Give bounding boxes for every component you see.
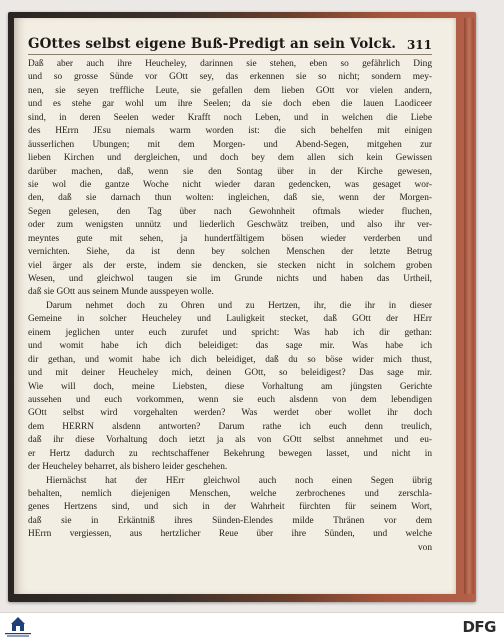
text-line: meyntes gute mit sehen, ja hundertfältigem bösen wieder verderben und bbox=[28, 233, 432, 244]
text-line: Wie will doch, meine Liebsten, diese Vorhaltung am jüngsten Gerichte bbox=[28, 381, 432, 392]
text-line: aussehen und euch vorkommen, wenn sie euch alsdenn von dem lebendigen bbox=[28, 394, 432, 405]
page-number: 311 bbox=[406, 38, 432, 52]
text-line: vernichten. Siehe, da ist denn bey solchen Menschen der letzte Betrug bbox=[28, 247, 432, 258]
text-line: des HErrn JEsu niemals warm worden ist: die sich behelfen mit einigen bbox=[28, 126, 432, 137]
dfg-logo: DFG bbox=[462, 618, 496, 636]
text-line: lieben Kirchen und dergleichen, und doch bey dem allen sich kein Gewissen bbox=[28, 153, 432, 164]
text-line: Daß aber auch ihre Heucheley, darinnen sie stehen, eben so gefährlich Ding bbox=[28, 59, 432, 69]
running-title: GOttes selbst eigene Buß-Predigt an sein Volck. bbox=[28, 36, 397, 52]
text-line: sind, in deren Seelen weder Krafft noch Leben, und in welchen die Liebe bbox=[28, 112, 432, 123]
text-line: Segen gelesen, den Tag über nach Gewohnheit oftmals wieder fluchen, bbox=[28, 206, 432, 217]
text-line: daß sie in Erkäntniß ihres Sünden-Elendes milde Thränen vor dem bbox=[28, 515, 432, 526]
text-line: äusserlichen Ubungen; mit dem Morgen- und Abend-Segen, mitgehen zur bbox=[28, 139, 432, 150]
header-rule bbox=[28, 54, 432, 55]
text-line: von bbox=[417, 542, 432, 553]
text-line: dem HERRN alsdenn antworten? Darum rathe ich euch denn treulich, bbox=[28, 421, 432, 432]
text-line: einem jeglichen unter euch zurufet und spricht: Was hab ich dir gethan: bbox=[28, 327, 432, 338]
page-header bbox=[28, 30, 432, 52]
text-line: er Hertz dadurch zu rechtschaffener Bekehrung bewegen lasset, und nicht in bbox=[28, 448, 432, 459]
text-line: daß sie GOtt aus seinem Munde ausspeyen wolle. bbox=[28, 287, 214, 298]
text-line: daß ihr diese Vorhaltung doch ietzt ja als von GOtt selbst annehmet und eu- bbox=[28, 435, 432, 446]
text-line: und mit deiner Heucheley mich, deinen GOtt, so beleidigest? Das sage mir. bbox=[28, 368, 432, 379]
text-line: dir gethan, und womit habe ich dich beleidiget, daß du so böse wider mich thust, bbox=[28, 354, 432, 365]
text-line: der Heucheley beharret, als bishero leider geschehen. bbox=[28, 462, 228, 473]
library-logo-icon bbox=[3, 615, 33, 640]
text-line: behalten, nemlich diejenigen Menschen, welche zerbrochenes und zerschla- bbox=[28, 489, 432, 499]
text-line: und so grosse Sünde vor GOtt sey, das erkennen sie so nicht; sondern mey- bbox=[28, 72, 432, 83]
footer-bar bbox=[0, 612, 504, 641]
text-line: Darum nehmet doch zu Ohren und zu Hertzen, ihr, die ihr in dieser bbox=[46, 300, 432, 311]
text-line: genes Hertzens sind, und sich in der Wahrheit fürchten für seinem Wort, bbox=[28, 502, 432, 513]
text-line: Hiernächst hat der HErr gleichwol auch noch einen Segen übrig bbox=[46, 475, 432, 486]
page-text-body bbox=[28, 58, 432, 555]
text-line: und es stehe gar wohl um ihre Seelen; da sie doch eben die lauen Laodiceer bbox=[28, 99, 432, 110]
text-line: darüber machen, daß, wenn sie den Sontag über in der Kirche gewesen, bbox=[28, 166, 432, 177]
text-line: oder zum wenigsten unnütz und liederlich Geschwätz treiben, und also ihr ver- bbox=[28, 220, 432, 231]
text-line: nen, sie seyen treffliche Leute, sie gefallen dem lieben GOtt vor vielen andern, bbox=[28, 85, 432, 96]
text-line: viel ärger als der erste, indem sie dencken, sie stecken nicht in solchem groben bbox=[28, 260, 432, 271]
text-line: Gemeine in solcher Heucheley und Lauligkeit stecket, daß GOtt der HErr bbox=[28, 314, 432, 325]
text-line: Wesen, und gleichwol taugen sie im Grunde nichts und haben das Urtheil, bbox=[28, 274, 432, 284]
text-line: den, daß sie darnach thun wolten: ingleichen, daß sie, wenn der Morgen- bbox=[28, 193, 432, 204]
text-line: sie wol die gantze Woche nicht wieder daran gedencken, was gesaget wor- bbox=[28, 179, 432, 190]
text-line: GOtt selbst wird vorgehalten werden? Was werdet ober wollet ihr doch bbox=[28, 408, 432, 419]
text-line: HErrn vergiessen, aus hertzlicher Reue über ihre Sünden, und welche bbox=[28, 529, 432, 540]
text-line: und womit habe ich dich beleidiget: das sage mir. Was habe ich bbox=[28, 341, 432, 352]
